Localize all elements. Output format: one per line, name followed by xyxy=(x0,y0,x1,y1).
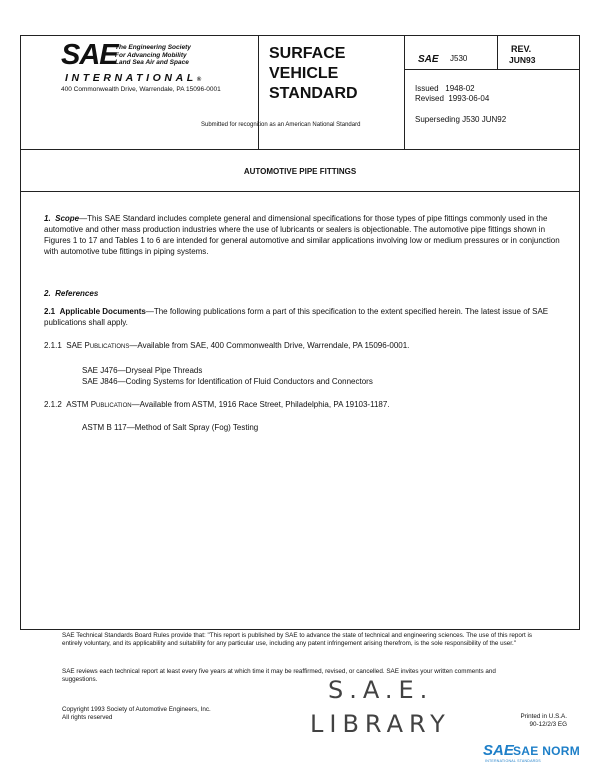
header-bottom-rule xyxy=(21,149,579,150)
section-heading: Applicable Documents xyxy=(59,307,146,316)
header-divider-right xyxy=(497,36,498,69)
revision-value: JUN93 xyxy=(509,55,536,65)
section-applicable-documents xyxy=(44,306,564,328)
watermark-sae: SAE xyxy=(483,742,514,759)
section-number: 2.1.2 xyxy=(44,400,62,409)
header-divider-middle xyxy=(404,36,405,149)
registered-mark: ® xyxy=(196,77,202,83)
section-references xyxy=(44,288,549,299)
doc-type-line: VEHICLE xyxy=(269,65,339,82)
reference-item: SAE J476—Dryseal Pipe Threads xyxy=(82,366,203,375)
watermark-norm: SAE NORM xyxy=(513,744,581,758)
document-frame xyxy=(20,35,580,630)
issued-date: Issued 1948-02 xyxy=(415,84,475,93)
document-title: AUTOMOTIVE PIPE FITTINGS xyxy=(243,167,357,176)
print-info xyxy=(505,713,567,729)
section-heading: ASTM Publication xyxy=(66,400,132,409)
copyright xyxy=(62,706,211,722)
document-number: J530 xyxy=(450,54,468,63)
watermark-sub: INTERNATIONAL STANDARDS xyxy=(485,759,541,763)
rev-box-rule xyxy=(404,69,579,70)
sae-logo-mark: SAE xyxy=(61,39,118,71)
header-divider-left xyxy=(258,36,259,149)
sae-reference-list xyxy=(82,365,587,387)
sae-logo-international: INTERNATIONAL® xyxy=(65,72,202,84)
printed-in: Printed in U.S.A. xyxy=(520,713,567,720)
sae-address: 400 Commonwealth Drive, Warrendale, PA 15096-0001 xyxy=(61,86,221,93)
astm-reference-list xyxy=(82,422,587,433)
revision-label: REV. xyxy=(511,44,532,54)
superseding-note: Superseding J530 JUN92 xyxy=(415,115,507,124)
copyright-line: Copyright 1993 Society of Automotive Engineers, Inc. xyxy=(62,706,211,713)
section-text: —Available from SAE, 400 Commonwealth Drive, Warrendale, PA 15096-0001. xyxy=(129,341,410,350)
doc-type-line: STANDARD xyxy=(269,85,358,102)
review-note: SAE reviews each technical report at least every five years at which time it may be reaffirmed, revised, or cancelled. SAE invites your written comments and suggestions. xyxy=(62,668,496,683)
section-text: —Available from ASTM, 1916 Race Street, Philadelphia, PA 19103-1187. xyxy=(131,400,390,409)
document-type xyxy=(269,44,358,104)
section-text: —The following publications form a part of this specification to the extent specified herein. The latest issue of SAE publications shall apply. xyxy=(44,307,549,327)
section-astm-publication xyxy=(44,399,549,410)
section-sae-publications xyxy=(44,340,549,351)
sae-small-logo: SAE xyxy=(418,54,439,65)
sae-logo-tagline: The Engineering Society For Advancing Mobility Land Sea Air and Space xyxy=(115,44,191,66)
sae-logo xyxy=(61,40,236,84)
section-scope xyxy=(44,213,564,257)
print-code: 90-12/2/3 EG xyxy=(529,721,567,728)
issue-dates xyxy=(415,84,489,104)
ansi-submission-note: Submitted for recognition as an American National Standard xyxy=(201,122,361,128)
copyright-line: All rights reserved xyxy=(62,714,113,721)
section-heading: SAE Publications xyxy=(66,341,130,350)
doc-type-line: SURFACE xyxy=(269,45,346,62)
section-number: 1. xyxy=(44,214,51,223)
section-heading: References xyxy=(55,289,99,298)
section-number: 2. xyxy=(44,289,51,298)
library-stamp-line1: S.A.E. xyxy=(328,676,434,704)
title-bottom-rule xyxy=(21,191,579,192)
section-text: —This SAE Standard includes complete general and dimensional specifications for those types of pipe fittings commonly used in the automotive and other mass production industries where the use of lubricants or sealers is objectionable. The automotive pipe fittings shown in Figures 1 to 17 and Tables 1 to 6 are intended for general automotive and similar applications involving low or medium pressures or in conjunction with automotive tube fittings in piping systems. xyxy=(44,214,560,256)
section-number: 2.1.1 xyxy=(44,341,62,350)
section-number: 2.1 xyxy=(44,307,56,316)
board-rules-note: SAE Technical Standards Board Rules provide that: "This report is published by SAE to advance the state of technical and engineering sciences. The use of this report is entirely voluntary, and its applicability and suitability for any particular use, including any patent infringement arising therefrom, is the sole responsibility of the user." xyxy=(62,632,532,647)
library-stamp-line2: LIBRARY xyxy=(310,710,451,738)
reference-item: ASTM B 117—Method of Salt Spray (Fog) Testing xyxy=(82,423,259,432)
reference-item: SAE J846—Coding Systems for Identification of Fluid Conductors and Connectors xyxy=(82,377,373,386)
section-heading: Scope xyxy=(55,214,80,223)
revised-date: Revised 1993-06-04 xyxy=(415,94,490,103)
sae-norm-watermark xyxy=(483,742,595,764)
